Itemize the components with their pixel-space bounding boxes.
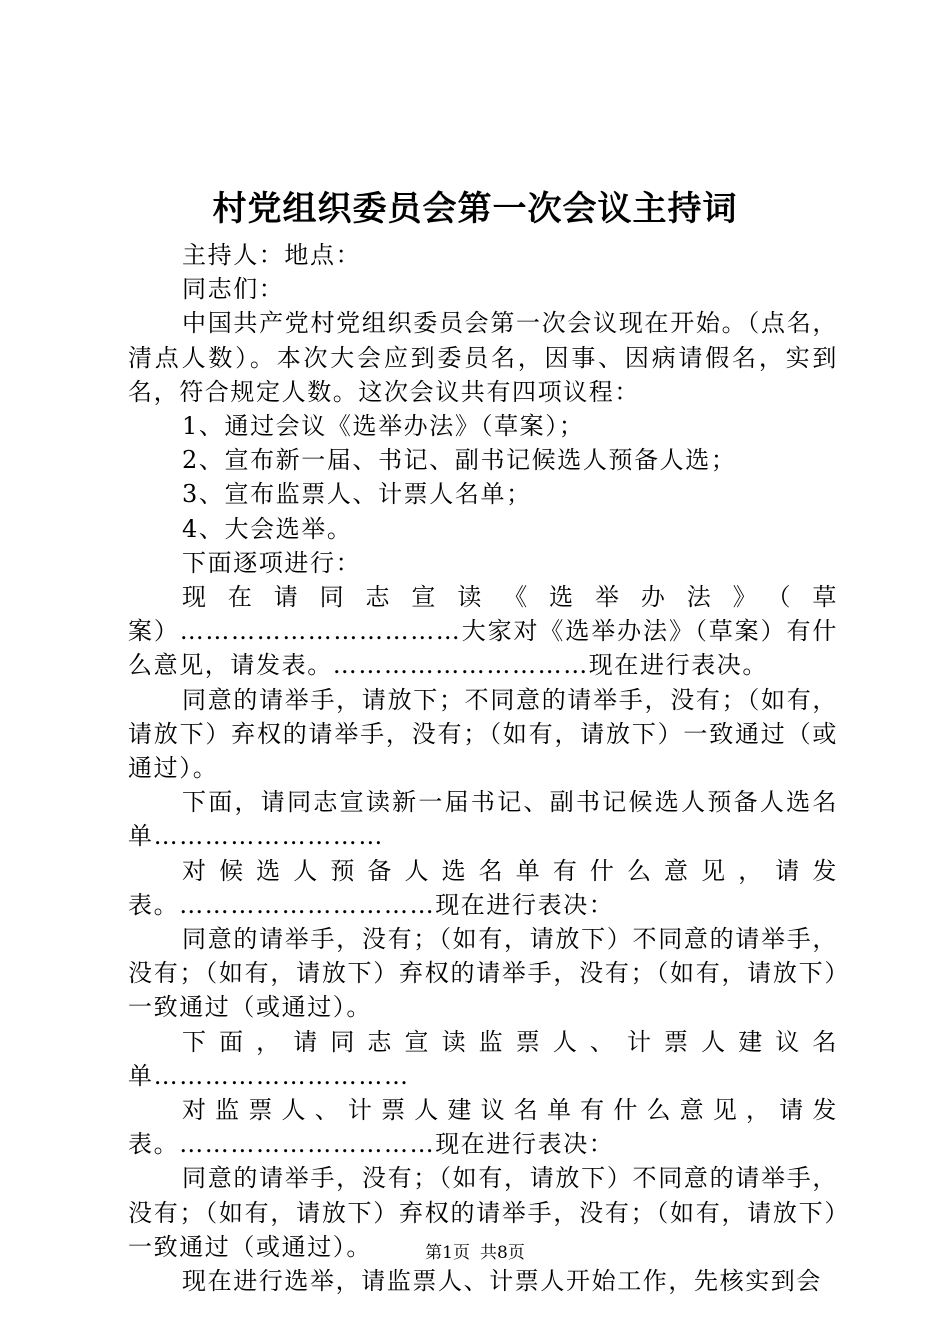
document-title: 村党组织委员会第一次会议主持词 <box>212 189 738 229</box>
agenda-item-1: 1、通过会议《选举办法》（草案）； <box>182 412 585 441</box>
paragraph-opening: 中国共产党村党组织委员会第一次会议现在开始。（点名，清点人数）。本次大会应到委员名，因事、因病请假名，实到名，符合规定人数。这次会议共有四项议程： <box>128 309 838 406</box>
paragraph-vote-candidates: 同意的请举手，没有；（如有，请放下）不同意的请举手，没有；（如有，请放下）弃权的请举手，没有；（如有，请放下）一致通过（或通过）。 <box>128 925 838 1022</box>
paragraph-read-rules: 现在请同志宣读《选举办法》（草案）……………………………大家对《选举办法》（草案）有什么意见，请发表。…………………………现在进行表决。 <box>128 583 838 680</box>
page-total: 共8页 <box>480 1243 525 1263</box>
paragraph-start-election: 现在进行选举，请监票人、计票人开始工作，先核实到会 <box>182 1267 822 1296</box>
paragraph-read-candidates: 下面，请同志宣读新一届书记、副书记候选人预备人选名单……………………… <box>128 788 838 851</box>
page-footer <box>0 1241 950 1265</box>
paragraph-read-scrutineers: 下面，请同志宣读监票人、计票人建议名单………………………… <box>128 1027 838 1090</box>
agenda-item-3: 3、宣布监票人、计票人名单； <box>182 480 532 509</box>
page-number: 第1页 <box>425 1243 470 1263</box>
paragraph-greeting: 同志们： <box>182 275 285 304</box>
document-body <box>128 238 838 1298</box>
paragraph-vote-rules: 同意的请举手，请放下；不同意的请举手，没有；（如有，请放下）弃权的请举手，没有；（如有，请放下）一致通过（或通过）。 <box>128 685 838 783</box>
paragraph-host-location: 主持人：地点： <box>182 241 362 269</box>
paragraph-vote-scrutineers: 同意的请举手，没有；（如有，请放下）不同意的请举手，没有；（如有，请放下）弃权的请举手，没有；（如有，请放下）一致通过（或通过）。 <box>128 1164 838 1261</box>
paragraph-proceed: 下面逐项进行： <box>182 548 362 577</box>
agenda-item-2: 2、宣布新一届、书记、副书记候选人预备人选； <box>182 446 737 475</box>
paragraph-discuss-scrutineers: 对监票人、计票人建议名单有什么意见，请发表。…………………………现在进行表决： <box>128 1096 838 1159</box>
agenda-item-4: 4、大会选举。 <box>182 514 353 543</box>
paragraph-discuss-candidates: 对候选人预备人选名单有什么意见，请发表。…………………………现在进行表决： <box>128 856 838 919</box>
